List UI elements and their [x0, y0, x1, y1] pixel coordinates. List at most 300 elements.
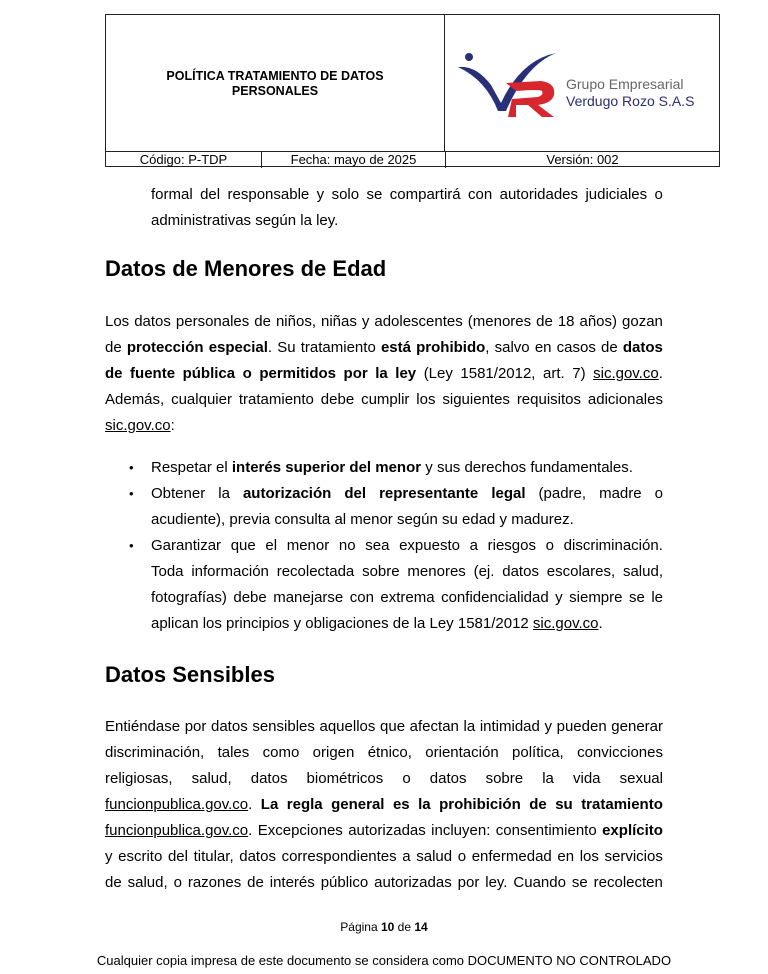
word	[593, 361, 663, 387]
text-segment: tales	[217, 744, 250, 761]
word	[468, 309, 531, 335]
text-segment: con	[468, 186, 493, 203]
bold-text: interés superior del menor	[231, 459, 422, 476]
text-segment: formal	[151, 186, 193, 203]
text-line	[105, 387, 663, 413]
text-segment: (Ley	[423, 365, 453, 382]
word	[564, 533, 663, 559]
word	[209, 335, 272, 361]
word	[601, 335, 618, 361]
text-segment: tratamiento	[238, 391, 314, 408]
document-version: Versión: 002	[546, 152, 619, 167]
text-segment: ,	[485, 339, 490, 356]
paragraph	[151, 182, 663, 234]
word	[395, 361, 416, 387]
word	[529, 792, 547, 818]
word	[581, 792, 663, 818]
bold-text: pública	[182, 365, 236, 382]
text-segment: a	[402, 848, 411, 865]
text-segment: datos	[211, 718, 248, 735]
word	[599, 481, 642, 507]
text-segment: en	[534, 339, 552, 356]
word	[393, 792, 410, 818]
text-segment: aplican los principios y obligaciones de la Ley 1581/2012	[151, 615, 533, 632]
word	[379, 481, 478, 507]
word	[488, 533, 536, 559]
text-segment: salud	[416, 848, 453, 865]
text-segment: cualquier	[171, 391, 232, 408]
bold-text: especial	[208, 339, 268, 356]
word	[218, 740, 250, 766]
text-segment: debe	[320, 391, 355, 408]
source-link[interactable]: funcionpublica.gov.co	[105, 796, 249, 813]
bold-text: legal	[491, 485, 526, 502]
text-segment: vida	[572, 770, 601, 787]
text-segment: autorizadas	[374, 874, 452, 891]
word	[441, 585, 549, 611]
text-segment: autorizadas	[348, 822, 426, 839]
word	[486, 766, 524, 792]
word	[105, 335, 122, 361]
word	[555, 792, 573, 818]
word	[151, 559, 184, 585]
word	[188, 870, 241, 896]
text-segment: debe	[233, 589, 267, 606]
text-segment: Excepciones	[257, 822, 343, 839]
word	[321, 870, 369, 896]
word	[585, 182, 647, 208]
word	[390, 182, 461, 208]
word	[168, 844, 188, 870]
bold-text: protección	[126, 339, 204, 356]
word	[470, 533, 478, 559]
word	[416, 844, 452, 870]
word	[623, 559, 663, 585]
word	[546, 533, 554, 559]
text-segment: salud,	[191, 770, 232, 787]
text-segment: o	[402, 770, 411, 787]
text-segment: judiciales	[585, 186, 648, 203]
word	[243, 361, 252, 387]
text-segment: convicciones	[577, 744, 663, 761]
bold-text: o	[242, 365, 252, 382]
word	[425, 740, 498, 766]
word	[263, 740, 300, 766]
word	[442, 387, 510, 413]
word	[380, 714, 405, 740]
bold-text: de	[529, 796, 547, 813]
word	[258, 818, 343, 844]
word	[594, 870, 663, 896]
word	[321, 309, 357, 335]
section-heading: Datos Sensibles	[105, 662, 275, 687]
word	[344, 361, 368, 387]
word	[134, 309, 171, 335]
text-segment: administrativas según la ley.	[151, 212, 339, 229]
document-title	[106, 15, 445, 151]
list-item	[129, 455, 663, 481]
word	[622, 309, 663, 335]
word	[368, 740, 412, 766]
bold-text: La	[260, 796, 279, 813]
text-segment: y	[361, 313, 370, 330]
text-segment: que	[230, 537, 256, 554]
uncontrolled-copy-disclaimer: Cualquier copia impresa de este documento se considera como DOCUMENTO NO CONTROLADO	[96, 953, 672, 968]
bullet-list	[129, 455, 663, 637]
text-segment: pueden	[556, 718, 607, 735]
word	[431, 818, 490, 844]
paragraph	[105, 714, 663, 896]
text-segment: generar	[611, 718, 663, 735]
text-segment: Cuando	[513, 874, 566, 891]
text-segment: los	[416, 391, 436, 408]
text-line	[105, 413, 663, 439]
source-link[interactable]: sic.gov.co	[593, 365, 659, 382]
bold-text: de	[105, 365, 123, 382]
word	[485, 870, 507, 896]
text-segment: Toda	[151, 563, 184, 580]
word	[407, 559, 465, 585]
text-segment: casos	[556, 339, 596, 356]
text-segment: de	[247, 874, 264, 891]
bold-text: por	[343, 365, 368, 382]
text-segment: interés	[269, 874, 315, 891]
bold-text: prohibido	[416, 339, 486, 356]
text-segment: .	[267, 339, 273, 356]
word	[620, 766, 663, 792]
source-link[interactable]: sic.gov.co	[105, 417, 171, 434]
text-segment: Los	[105, 313, 130, 330]
text-segment: étnico,	[367, 744, 412, 761]
word	[313, 740, 355, 766]
word	[301, 335, 376, 361]
text-segment: sensibles	[252, 718, 315, 735]
word	[344, 481, 366, 507]
word	[602, 818, 663, 844]
word	[500, 182, 578, 208]
text-segment: tratamiento	[300, 339, 376, 356]
word	[458, 844, 466, 870]
text-segment: escrito	[118, 848, 163, 865]
source-link[interactable]: funcionpublica.gov.co	[105, 822, 249, 839]
vr-logo-icon	[456, 45, 576, 125]
text-segment: Obtener	[151, 485, 206, 502]
word	[460, 361, 535, 387]
bold-text: prohibición	[439, 796, 521, 813]
text-segment: sobre	[362, 563, 400, 580]
word	[270, 870, 315, 896]
text-segment: extrema	[380, 589, 435, 606]
bold-text: permitidos	[259, 365, 337, 382]
page-number	[0, 920, 768, 934]
word	[402, 844, 410, 870]
word	[362, 309, 370, 335]
text-line	[151, 182, 663, 208]
word	[331, 792, 384, 818]
text-segment: compartirá	[389, 186, 461, 203]
text-segment: .	[658, 365, 663, 382]
text-segment: público	[320, 874, 369, 891]
word	[424, 361, 453, 387]
text-segment: años)	[579, 313, 618, 330]
word	[536, 309, 553, 335]
word	[577, 740, 663, 766]
text-segment: intimidad	[479, 718, 540, 735]
text-segment: :	[170, 417, 175, 434]
bold-text: fuente	[130, 365, 176, 382]
text-segment: como	[262, 744, 300, 761]
text-segment: biométricos	[306, 770, 384, 787]
text-segment: datos	[134, 313, 171, 330]
text-segment: por	[184, 718, 207, 735]
text-line	[105, 818, 663, 844]
word	[191, 559, 269, 585]
text-segment: de	[254, 313, 271, 330]
text-segment: datos	[502, 563, 539, 580]
word	[105, 792, 252, 818]
text-segment: no	[338, 537, 356, 554]
text-line	[151, 585, 663, 611]
word	[151, 481, 205, 507]
text-segment: siempre	[569, 589, 623, 606]
text-line	[151, 611, 663, 637]
text-segment: 1581/2012,	[460, 365, 536, 382]
word	[539, 481, 587, 507]
text-segment: por	[457, 874, 480, 891]
text-segment: orientación	[425, 744, 499, 761]
word	[183, 361, 236, 387]
text-segment: datos	[429, 770, 467, 787]
word	[348, 818, 426, 844]
word	[491, 481, 525, 507]
word	[339, 533, 356, 559]
word	[502, 559, 539, 585]
page-mid: de	[394, 920, 415, 934]
word	[543, 361, 565, 387]
bold-text: ley	[395, 365, 417, 382]
word	[251, 766, 288, 792]
page-prefix: Página	[340, 920, 381, 934]
text-line	[105, 714, 663, 740]
text-segment: ley.	[485, 874, 508, 891]
word	[480, 714, 540, 740]
word	[418, 792, 431, 818]
word	[439, 792, 521, 818]
text-segment: el	[265, 537, 278, 554]
word	[399, 533, 460, 559]
word	[547, 559, 615, 585]
word	[105, 714, 180, 740]
text-segment: salvo	[494, 339, 530, 356]
word	[228, 182, 310, 208]
word	[254, 309, 271, 335]
word	[569, 585, 622, 611]
word	[151, 585, 227, 611]
text-segment: correspondientes	[281, 848, 397, 865]
word	[211, 714, 248, 740]
word	[557, 844, 574, 870]
text-segment: titular,	[193, 848, 234, 865]
word	[458, 870, 480, 896]
word	[416, 387, 435, 413]
text-segment: recolecten	[593, 874, 663, 891]
text-segment: art.	[543, 365, 565, 382]
word	[513, 870, 566, 896]
text-segment: la	[542, 770, 554, 787]
source-link[interactable]: sic.gov.co	[532, 615, 599, 632]
text-segment: del	[200, 186, 221, 203]
logo-text-line-1: Grupo Empresarial	[566, 76, 684, 92]
text-segment: los	[579, 848, 599, 865]
text-line	[151, 455, 663, 481]
word	[474, 559, 495, 585]
text-line	[151, 533, 663, 559]
bold-text: representante	[379, 485, 479, 502]
text-segment: discriminación,	[105, 744, 205, 761]
text-segment: le	[651, 589, 663, 606]
word	[307, 766, 384, 792]
word	[277, 559, 355, 585]
word	[572, 870, 588, 896]
text-line	[105, 766, 663, 792]
word	[151, 533, 221, 559]
word	[402, 766, 410, 792]
text-segment: o	[545, 537, 554, 554]
word	[611, 714, 663, 740]
text-segment: niños,	[275, 313, 316, 330]
text-segment: responsable	[227, 186, 310, 203]
text-segment: a	[469, 537, 478, 554]
word	[374, 309, 462, 335]
section-heading: Datos de Menores de Edad	[105, 256, 387, 281]
word	[265, 533, 277, 559]
text-segment: Garantizar	[151, 537, 222, 554]
text-segment: y sus derechos fundamentales.	[421, 459, 633, 476]
text-segment: y	[544, 718, 552, 735]
word	[320, 714, 376, 740]
bold-text: tratamiento	[581, 796, 663, 813]
list-item	[129, 481, 663, 533]
word	[176, 309, 249, 335]
text-segment: datos	[239, 848, 276, 865]
word	[287, 533, 330, 559]
word	[252, 714, 315, 740]
word	[239, 844, 276, 870]
word	[580, 844, 599, 870]
list-item	[129, 533, 663, 637]
text-segment: se	[366, 186, 383, 203]
text-segment: la	[463, 718, 476, 735]
text-segment: sea	[365, 537, 390, 554]
word	[464, 714, 476, 740]
text-segment: solo	[331, 186, 360, 203]
text-segment: escolares,	[546, 563, 616, 580]
word	[247, 870, 264, 896]
word	[557, 335, 596, 361]
text-segment: de	[105, 874, 122, 891]
text-segment: personales	[175, 313, 250, 330]
text-segment: se	[571, 874, 588, 891]
word	[233, 585, 266, 611]
text-segment: madre	[599, 485, 642, 502]
word	[496, 818, 597, 844]
company-logo	[446, 15, 720, 151]
bold-text: autorización	[242, 485, 332, 502]
text-segment: y	[555, 589, 563, 606]
text-line	[105, 309, 663, 335]
word	[105, 844, 113, 870]
word	[128, 870, 168, 896]
bold-text: del	[344, 485, 367, 502]
text-segment: cumplir	[361, 391, 410, 408]
text-segment: que	[380, 718, 406, 735]
word	[572, 361, 585, 387]
text-segment: confidencialidad	[441, 589, 549, 606]
bold-text: explícito	[602, 822, 663, 839]
word	[185, 714, 207, 740]
text-segment: 7)	[572, 365, 586, 382]
text-segment: religiosas,	[105, 770, 173, 787]
word	[105, 361, 123, 387]
word	[243, 481, 331, 507]
text-segment: siguientes	[442, 391, 510, 408]
word	[350, 585, 374, 611]
word	[512, 740, 564, 766]
text-segment: servicios	[604, 848, 663, 865]
text-segment: o	[654, 485, 663, 502]
text-segment: .	[248, 822, 253, 839]
text-segment: recolectada	[276, 563, 355, 580]
text-segment: (menores	[467, 313, 532, 330]
text-line	[151, 208, 663, 234]
text-segment: política,	[512, 744, 564, 761]
word	[365, 533, 389, 559]
word	[151, 182, 193, 208]
word	[287, 792, 323, 818]
document-header-table	[105, 14, 720, 167]
text-line	[105, 335, 663, 361]
word	[655, 182, 663, 208]
text-segment: menores	[407, 563, 466, 580]
bold-text: es	[392, 796, 410, 813]
word	[623, 335, 663, 361]
text-line	[105, 361, 663, 387]
word	[332, 182, 360, 208]
document-body	[105, 182, 663, 896]
text-line	[105, 792, 663, 818]
word	[118, 844, 162, 870]
word	[200, 182, 220, 208]
text-segment: niñas	[321, 313, 357, 330]
text-segment: de	[536, 313, 553, 330]
text-segment: datos	[250, 770, 288, 787]
text-segment: y	[105, 848, 113, 865]
word	[105, 387, 164, 413]
text-segment: (ej.	[473, 563, 495, 580]
word	[542, 766, 554, 792]
word	[381, 335, 411, 361]
bold-text: su	[555, 796, 573, 813]
header-meta-row	[106, 151, 719, 168]
word	[495, 335, 530, 361]
document-code: Código: P-TDP	[106, 152, 262, 168]
bold-text: la	[418, 796, 431, 813]
logo-text-line-2: Verdugo Rozo S.A.S	[566, 93, 695, 109]
bold-text: general	[331, 796, 385, 813]
word	[261, 792, 279, 818]
text-segment: 18	[557, 313, 575, 330]
text-segment: adolescentes	[374, 313, 463, 330]
